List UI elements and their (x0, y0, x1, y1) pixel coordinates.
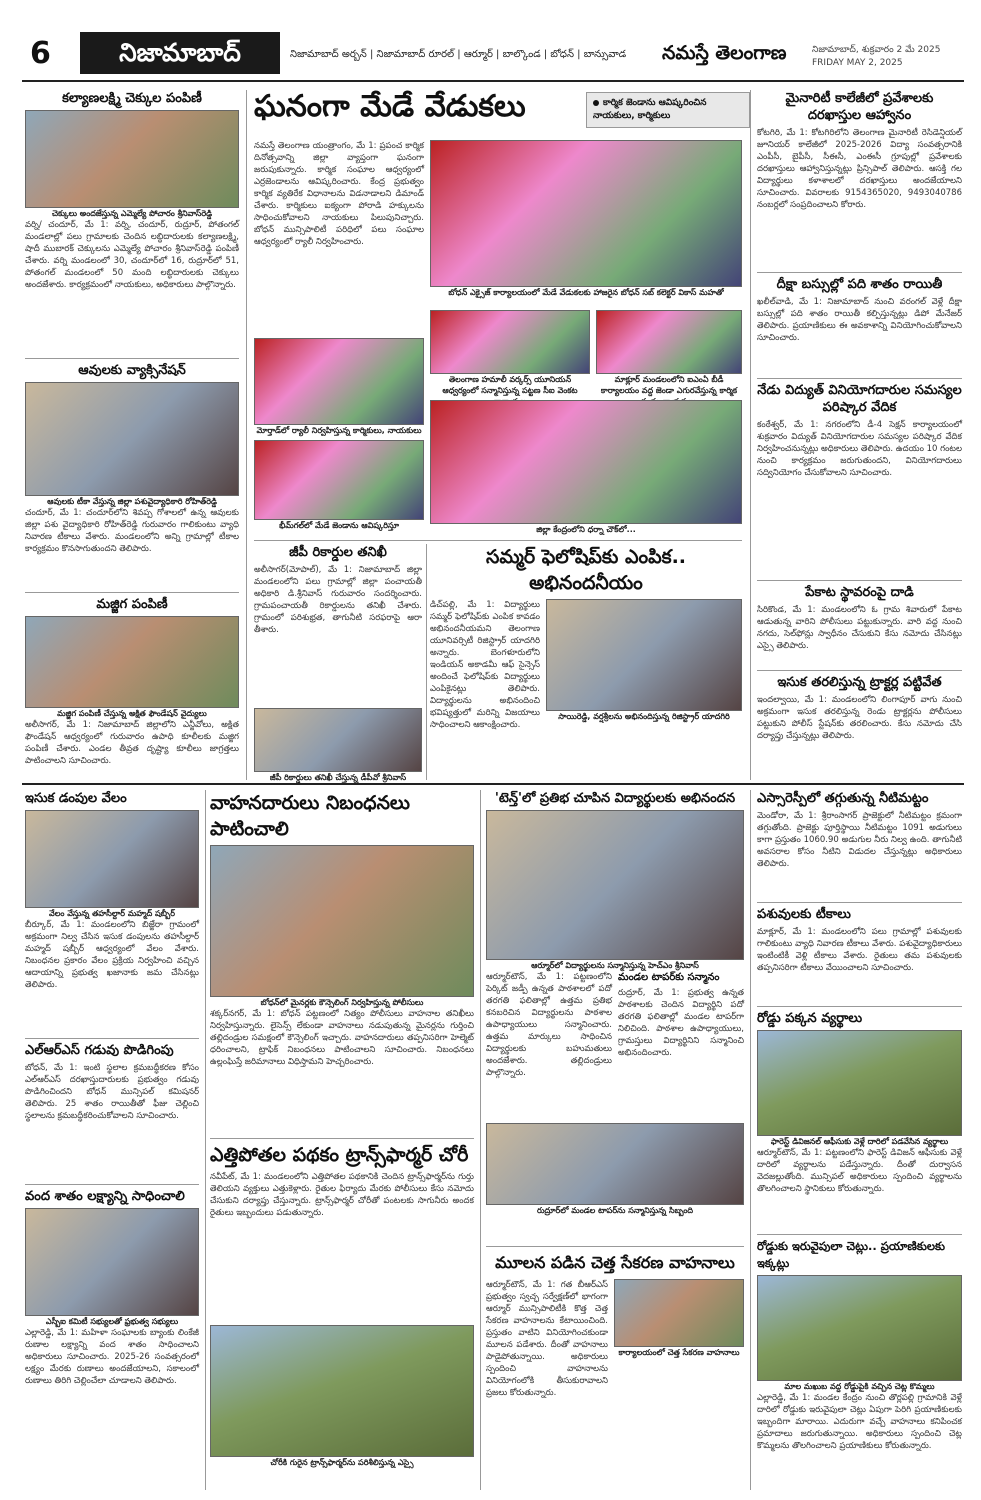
headline: కల్యాణలక్ష్మి చెక్కుల పంపిణీ (62, 91, 202, 106)
article-body: అలీసాగర్(మోపాల్), మే 1: నిజామాబాద్ జిల్లా మండలంలోని పలు గ్రామాల్లో జిల్లా పంచాయతీ అధికారి డి.శ్రీనివాస్ గురువారం సందర్శించారు. గ్రామపంచాయతీ రికార్డులను తనిఖీ చేశారు. గ్రామంలో పరిశుభ్రత, తాగునీటి సరఫరాపై ఆరా తీశారు. (254, 565, 422, 635)
headline: పశువులకు టీకాలు (757, 907, 851, 922)
article-rule (25, 358, 239, 359)
article-body: కంఠేశ్వర్, మే 1: నగరంలోని డీ-4 సెక్షన్ కార్యాలయంలో శుక్రవారం విద్యుత్ వినియోగదారుల సమస్యల పరిష్కార వేదిక నిర్వహించనున్నట్లు అధికారులు తెలిపారు. ఉదయం 10 గంటల నుంచి కార్యక్రమం జరుగుతుందని, వినియోగదారులు సద్వినియోగం చేసుకోవాలని సూచించారు. (757, 420, 962, 478)
headline: వంద శాతం లక్ష్యాన్ని సాధించాలి (25, 1189, 185, 1204)
photo (614, 1279, 744, 1347)
article-hundred-percent (25, 1188, 199, 1490)
headline: ఘనంగా మేడే వేడుకలు (254, 89, 526, 124)
article-body: డిచ్‌పల్లి, మే 1: విద్యార్థులు సమ్మర్ ఫెలోషిప్‌కు ఎంపిక కావడం అభినందనీయమని తెలంగాణ యూనివర్సిటీ రిజిస్ట్రార్ యాదగిరి అన్నారు. బెంగళూరులోని ఇండియన్ అకాడమీ ఆఫ్ సైన్సెస్ అందించే ఫెలోషిప్‌కు విద్యార్థులు ఎంపికైనట్లు తెలిపారు. విద్యార్థులను అభినందించి భవిష్యత్తులో మరిన్ని విజయాలు సాధించాలని ఆకాంక్షించారు. (430, 600, 540, 730)
page-number: 6 (30, 36, 51, 71)
headline: మజ్జిగ పంపిణీ (96, 597, 168, 612)
newspaper-brand: నమస్తే తెలంగాణ (662, 42, 787, 64)
article-auction (25, 790, 199, 1036)
article-body: సిరికొండ, మే 1: మండలంలోని ఓ గ్రామ శివారులో పేకాట ఆడుతున్న వారిని పోలీసులు పట్టుకున్నారు. వారి వద్ద నుంచి నగదు, సెల్‌ఫోన్లు స్వాధీనం చేసుకుని కేసు నమోదు చేసినట్లు ఎస్సై తెలిపారు. (757, 605, 962, 651)
photo-caption: మాక్లూర్ మండలంలోని ఐఎంఏ బీడీ కార్యాలయం వద్ద జెండా ఎగురవేస్తున్న కార్మిక (600, 375, 738, 395)
photo (210, 1325, 474, 1457)
photo-caption: మజ్జిగ పంపిణీ చేస్తున్న అక్షిత ఫౌండేషన్ వైద్యులు (57, 709, 207, 718)
photo (486, 810, 744, 960)
article-rule (757, 902, 962, 903)
article-srsp (757, 790, 962, 900)
article-rule (25, 1038, 199, 1039)
article-kalyana (25, 90, 239, 355)
article-vaccine (25, 362, 239, 590)
headline: ఎస్సారెస్పీలో తగ్గుతున్న నీటిమట్టం (757, 791, 929, 806)
sub-headline: మండల టాపర్‌కు సన్మానం (618, 972, 720, 983)
photo-caption: రుద్రూర్‌లో మండల టాపర్‌ను సన్మానిస్తున్న సిబ్బంది (536, 1206, 694, 1215)
section-rule (22, 783, 964, 785)
article-sand (757, 674, 962, 780)
headline: పేకాట స్థావరంపై దాడి (805, 585, 914, 600)
headline: రోడ్డు పక్కన వ్యర్థాలు (757, 1011, 863, 1026)
photo-caption: ఎస్బీఐ కమిటీ సభ్యులతో ఫ్రభుత్వ సభ్యులు (45, 1317, 179, 1326)
photo-caption: మోర్తాడ్‌లో ర్యాలీ నిర్వహిస్తున్న కార్మికులు, నాయకులు (256, 426, 422, 435)
photo (254, 338, 424, 425)
article-transformer (210, 1142, 474, 1490)
photo (25, 382, 239, 496)
photo (546, 599, 742, 711)
article-rule (25, 1184, 199, 1185)
article-rule (757, 378, 962, 379)
article-road (757, 1010, 962, 1232)
article-rule (254, 540, 742, 541)
article-body: ఖలీల్‌వాడి, మే 1: నిజామాబాద్ నుంచి వరంగల్ వెళ్లే దీక్షా బస్సుల్లో పది శాతం రాయితీ కల్పిస్తున్నట్లు డిపో మేనేజర్ తెలిపారు. ప్రయాణికులు ఈ అవకాశాన్ని వినియోగించుకోవాలని సూచించారు. (757, 297, 962, 343)
article-summer (430, 544, 742, 780)
photo-caption: బోధన్‌లో మైనర్లకు కౌన్సెలింగ్ నిర్వహిస్తున్న పోలీసులు (260, 998, 424, 1007)
article-rule (757, 670, 962, 671)
date-english: FRIDAY MAY 2, 2025 (812, 58, 903, 68)
photo (25, 110, 239, 208)
tag-text: కార్మిక జెండాను ఆవిష్కరించిన నాయకులు, కార్మికులు (593, 98, 707, 121)
headline: రోడ్డుకు ఇరువైపులా చెట్లు.. ప్రయాణికులకు ఇక్కట్లు (757, 1239, 945, 1270)
article-body: ఆర్మూర్‌టౌన్, మే 1: పట్టణంలోని ఫారెస్ట్ డివిజన్ ఆఫీసుకు వెళ్లే దారిలో వ్యర్థాలను పడేస్తున్నారు. దీంతో దుర్వాసన వెదజల్లుతోంది. మున్సిపల్ అధికారులు స్పందించి వ్యర్థాలను తొలగించాలని స్థానికులు కోరుతున్నారు. (757, 1148, 962, 1194)
photo-caption: ఆవులకు టీకా వేస్తున్న జిల్లా పశువైద్యాధికారి రోహిత్‌రెడ్డి (47, 497, 217, 506)
article-power (757, 382, 962, 578)
masthead (0, 0, 981, 74)
mayday-photo-1 (430, 310, 590, 398)
column-rule (750, 90, 751, 780)
photo-caption: జిల్లా కేంద్రంలోని ధర్నా చౌక్‌లో... (536, 525, 636, 534)
headline: ఇసుక డంపుల వేలం (25, 791, 127, 806)
headline: సమ్మర్ ఫెలోషిప్‌కు ఎంపిక.. అభినందనీయం (485, 546, 686, 594)
photo (254, 708, 422, 772)
article-body: మాక్లూర్, మే 1: మండలంలోని పలు గ్రామాల్లో పశువులకు గాలికుంటు వ్యాధి నివారణ టీకాలు వేశారు. పశువైద్యాధికారులు ఇంటింటికీ వెళ్లి టీకాలు వేశారు. రైతులు తమ పశువులకు తప్పనిసరిగా టీకాలు వేయించాలని సూచించారు. (757, 927, 962, 973)
column-rule (205, 790, 206, 1490)
mayday-headline-box (254, 88, 584, 136)
headline: ఎత్తిపోతల పథకం ట్రాన్స్‌ఫార్మర్ చోరీ (210, 1144, 469, 1166)
masthead-rule (22, 80, 964, 82)
article-body: చందూర్, మే 1: చందూర్‌లోని శివప్ప గోశాలలో ఉన్న ఆవులకు జిల్లా పశు వైద్యాధికారి రోహిత్‌రెడ్డి గురువారం గాలికుంటు వ్యాధి నివారణ టీకాలు వేశారు. మండలంలోని అన్ని గ్రామాల్లో టీకాల కార్యక్రమం కొనసాగుతుందని తెలిపారు. (25, 508, 239, 554)
article-peacock (757, 584, 962, 668)
photo-caption: మాల మఖుబ వద్ద రోడ్డుపైకి వచ్చిన చెట్ల కొమ్మలు (784, 1382, 935, 1391)
district-list: నిజామాబాద్ అర్బన్ | నిజామాబాద్ రూరల్ | ఆర్మూర్ | బాల్కొండ | బోధన్ | బాన్సువాడ (290, 49, 627, 60)
article-body: వర్ని/ చందూర్, మే 1: వర్ని, చందూర్, రుద్రూర్, పోతంగల్ మండలాల్లో పలు గ్రామాలకు చెందిన లబ్ధిదారులకు కల్యాణలక్ష్మి, షాదీ ముబారక్ చెక్కులను ఎమ్మెల్యే పోచారం శ్రీనివాస్‌రెడ్డి పంపిణీ చేశారు. వర్ని మండలంలో 30, చందూర్‌లో 16, రుద్రూర్‌లో 51, పోతంగల్ మండలంలో 50 మంది లబ్ధిదారులకు చెక్కులు అందజేశారు. కార్యక్రమంలో నాయకులు, అధికారులు పాల్గొన్నారు. (25, 220, 239, 290)
article-tenth (486, 790, 744, 1245)
article-body: అలీసాగర్, మే 1: నిజామాబాద్ జిల్లాలోని ఎన్జీవోలు, అక్షిత ఫౌండేషన్ ఆధ్వర్యంలో గురువారం ఉపాధి కూలీలకు మజ్జిగ పంపిణీ చేశారు. ఎండల తీవ్రత దృష్ట్యా కూలీలు జాగ్రత్తలు పాటించాలని సూచించారు. (25, 720, 239, 766)
article-body: నమస్తే తెలంగాణ యంత్రాంగం, మే 1: ప్రపంచ కార్మిక దినోత్సవాన్ని జిల్లా వ్యాప్తంగా ఘనంగా జరుపుకున్నారు. కార్మిక సంఘాల ఆధ్వర్యంలో ఎర్రజెండాలను ఆవిష్కరించారు. కేంద్ర ప్రభుత్వం కార్మిక వ్యతిరేక విధానాలను విడనాడాలని డిమాండ్ చేశారు. కార్మికులు ఐక్యంగా పోరాడి హక్కులను సాధించుకోవాలని నాయకులు పిలుపునిచ్చారు. బోధన్ మున్సిపాలిటీ పరిధిలో పలు సంఘాల ఆధ్వర్యంలో ర్యాలీ నిర్వహించారు. (254, 141, 424, 247)
article-rule (757, 1006, 962, 1007)
photo-caption: చోరీకి గురైన ట్రాన్స్‌ఫార్మర్‌ను పరిశీలిస్తున్న ఎస్సై (270, 1458, 414, 1467)
article-body: ఎల్లారెడ్డి, మే 1: మండల కేంద్రం నుంచి తొర్లపల్లి గ్రామానికి వెళ్లే దారిలో రోడ్డుకు ఇరువైపులా చెట్లు ఏపుగా పెరిగి ప్రయాణికులకు ఇబ్బందిగా మారాయి. ఎదురుగా వచ్చే వాహనాలు కనిపించక ప్రమాదాలు జరుగుతున్నాయి. అధికారులు స్పందించి చెట్ల కొమ్మలను తొలగించాలని ప్రయాణికులు కోరుతున్నారు. (757, 1393, 962, 1451)
headline: దీక్షా బస్సుల్లో పది శాతం రాయితీ (776, 277, 943, 292)
article-rule (486, 1246, 744, 1247)
sub-body: రుద్రూర్, మే 1: ప్రభుత్వ ఉన్నత పాఠశాలకు చెందిన విద్యార్థిని పదో తరగతి ఫలితాల్లో మండల టాపర్‌గా నిలిచింది. పాఠశాల ఉపాధ్యాయులు, గ్రామస్తులు విద్యార్థినిని సన్మానించి అభినందించారు. (618, 988, 744, 1058)
headline: 'టెన్త్'లో ప్రతిభ చూపిన విద్యార్థులకు అభినందన (494, 791, 736, 806)
photo-caption: జీపీ రికార్డులు తనిఖీ చేస్తున్న డీపీవో శ్రీనివాస్ (269, 773, 407, 782)
mayday-main-photo (430, 140, 742, 305)
headline: మూలన పడిన చెత్త సేకరణ వాహనాలు (495, 1253, 735, 1272)
headline: ఇసుక తరలిస్తున్న ట్రాక్టర్ల పట్టివేత (777, 675, 942, 690)
article-majjiga (25, 596, 239, 780)
article-vehicle (210, 790, 474, 1135)
article-gp-records (254, 544, 422, 780)
article-cattle (757, 906, 962, 1004)
photo (210, 845, 474, 997)
article-body: శక్కర్‌నగర్, మే 1: బోధన్ పట్టణంలో నిత్యం పోలీసులు వాహనాల తనిఖీలు నిర్వహిస్తున్నారు. లైసెన్స్ లేకుండా వాహనాలు నడుపుతున్న మైనర్లను గుర్తించి తల్లిదండ్రుల సమక్షంలో కౌన్సెలింగ్ ఇచ్చారు. వాహనదారులు తప్పనిసరిగా హెల్మెట్ ధరించాలని, ట్రాఫిక్ నిబంధనలు పాటించాలని సూచించారు. నిబంధనలు ఉల్లంఘిస్తే జరిమానాలు విధిస్తామని హెచ్చరించారు. (210, 1009, 474, 1067)
article-rule (25, 592, 239, 593)
headline: ఎల్ఆర్ఎస్ గడువు పొడిగింపు (25, 1043, 174, 1058)
photo (254, 440, 424, 520)
photo (596, 310, 742, 374)
mayday-photo-4 (254, 440, 424, 535)
column-rule (246, 90, 247, 780)
photo (757, 1275, 962, 1381)
photo-caption: సాయిరెడ్డి, వర్షశ్రీలను అభినందిస్తున్న రిజిస్ట్రార్ యాదగిరి (558, 712, 730, 721)
article-body: ఇందల్వాయి, మే 1: మండలంలోని లింగాపూర్ వాగు నుంచి అక్రమంగా ఇసుక తరలిస్తున్న రెండు ట్రాక్టర్లను పోలీసులు పట్టుకుని పోలీస్ స్టేషన్‌కు తరలించారు. కేసు నమోదు చేసి దర్యాప్తు చేస్తున్నట్లు తెలిపారు. (757, 695, 962, 741)
article-trees (757, 1238, 962, 1490)
headline: జీపీ రికార్డుల తనిఖీ (289, 545, 387, 560)
photo-caption: వేలం వేస్తున్న తహసీల్దార్ మహ్మద్ షబ్బీర్ (49, 909, 175, 918)
column-rule (426, 544, 427, 780)
photo (486, 1123, 744, 1205)
mayday-tag (586, 92, 750, 128)
photo (430, 310, 590, 374)
headline: వాహనదారులు నిబంధనలు పాటించాలి (210, 792, 410, 840)
photo-caption: బోధన్ ఎక్సైజ్ కార్యాలయంలో మేడే వేడుకలకు హాజరైన బోధన్ సబ్ కలెక్టర్ వికాస్ మహతో (448, 288, 724, 297)
photo (757, 1030, 962, 1136)
article-rule (757, 272, 962, 273)
headline: ఆవులకు వ్యాక్సినేషన్ (78, 363, 186, 378)
article-rule (210, 1138, 474, 1139)
photo-caption: కార్యాలయంలో చెత్త సేకరణ వాహనాలు (618, 1348, 740, 1357)
article-minority (757, 90, 962, 270)
article-lrs (25, 1042, 199, 1182)
mayday-photo-3 (254, 338, 424, 438)
photo-caption: చెక్కులు అందజేస్తున్న ఎమ్మెల్యే పోచారం శ్రీనివాస్‌రెడ్డి (51, 209, 213, 218)
bullet-icon (593, 100, 599, 106)
photo-caption: తెలంగాణ హమాలీ వర్కర్స్ యూనియన్ ఆధ్వర్యంలో సన్మానిస్తున్న పట్టణ సీఐ వెంకట (442, 375, 578, 395)
article-body: మెండోరా, మే 1: శ్రీరాంసాగర్ ప్రాజెక్టులో నీటిమట్టం క్రమంగా తగ్గుతోంది. ప్రాజెక్టు పూర్తిస్థాయి నీటిమట్టం 1091 అడుగులు కాగా ప్రస్తుతం 1060.90 అడుగుల నీరు నిల్వ ఉంది. తాగునీటి అవసరాల కోసం నీటిని విడుదల చేస్తున్నట్లు అధికారులు తెలిపారు. (757, 811, 962, 869)
dateline (812, 44, 940, 70)
photo (25, 1208, 199, 1316)
article-deeksha (757, 276, 962, 376)
photo (25, 810, 199, 908)
mayday-body (254, 140, 424, 335)
headline: నేడు విద్యుత్ వినియోగదారుల సమస్యల పరిష్కార వేదిక (757, 383, 962, 415)
article-rule (757, 580, 962, 581)
edition-title: నిజామాబాద్ (80, 32, 280, 74)
mayday-photo-2 (596, 310, 742, 398)
photo (430, 400, 742, 524)
article-body: బోధన్, మే 1: ఇంటి స్థలాల క్రమబద్ధీకరణ కోసం ఎల్ఆర్ఎస్ దరఖాస్తుదారులకు ప్రభుత్వం గడువు పొడిగించిందని బోధన్ మున్సిపల్ కమిషనర్ తెలిపారు. 25 శాతం రాయితీతో ఫీజు చెల్లించి స్థలాలను క్రమబద్ధీకరించుకోవాలని సూచించారు. (25, 1063, 199, 1121)
article-body: కోటగిరి, మే 1: కోటగిరిలోని తెలంగాణ మైనారిటీ రెసిడెన్షియల్ జూనియర్ కాలేజీలో 2025-2026 విద్యా సంవత్సరానికి ఎంపీసీ, బైపీసీ, సీఈసీ, ఎంఈసీ గ్రూపుల్లో ప్రవేశాలకు దరఖాస్తులు ఆహ్వానిస్తున్నట్లు ప్రిన్సిపాల్ తెలిపారు. ఆసక్తి గల విద్యార్థులు కళాశాలలో దరఖాస్తులు అందజేయాలని సూచించారు. వివరాలకు 9154365020, 9493040786 నంబర్లలో సంప్రదించాలని కోరారు. (757, 128, 962, 210)
headline: మైనారిటీ కాలేజీలో ప్రవేశాలకు దరఖాస్తుల ఆహ్వానం (785, 91, 934, 123)
article-body: ఆర్మూర్‌టౌన్, మే 1: గత బీఆర్ఎస్ ప్రభుత్వం స్వచ్ఛ సర్వేక్షణ్‌లో భాగంగా ఆర్మూర్ మున్సిపాలిటీకి కొత్త చెత్త సేకరణ వాహనాలను కేటాయించింది. ప్రస్తుతం వాటిని వినియోగించకుండా మూలన పడేశారు. దీంతో వాహనాలు పాడైపోతున్నాయి. అధికారులు స్పందించి వాహనాలను వినియోగంలోకి తీసుకురావాలని ప్రజలు కోరుతున్నారు. (486, 1280, 608, 1398)
column-rule (750, 790, 751, 1490)
article-garbage (486, 1250, 744, 1490)
photo-caption: ఆర్మూర్‌లో విద్యార్థులను సన్మానిస్తున్న హెచ్ఎం శ్రీనివాస్ (531, 961, 699, 970)
mayday-photo-5 (430, 400, 742, 536)
article-body: ఆర్మూర్‌టౌన్, మే 1: పట్టణంలోని పెర్కిట్ జడ్పీ ఉన్నత పాఠశాలలో పదో తరగతి ఫలితాల్లో ఉత్తమ ప్రతిభ కనబరిచిన విద్యార్థులను పాఠశాల ఉపాధ్యాయులు సన్మానించారు. ఉత్తమ మార్కులు సాధించిన విద్యార్థులకు బహుమతులు అందజేశారు. తల్లిదండ్రులు పాల్గొన్నారు. (486, 972, 612, 1078)
article-body: నవీపేట్, మే 1: మండలంలోని ఎత్తిపోతల పథకానికి చెందిన ట్రాన్స్‌ఫార్మర్‌ను గుర్తు తెలియని వ్యక్తులు ఎత్తుకెళ్లారు. రైతుల ఫిర్యాదు మేరకు పోలీసులు కేసు నమోదు చేసుకుని దర్యాప్తు చేస్తున్నారు. ట్రాన్స్‌ఫార్మర్ చోరీతో పంటలకు సాగునీరు అందక రైతులు ఇబ్బందులు పడుతున్నారు. (210, 1172, 474, 1218)
photo-caption: భీమ్‌గల్‌లో మేడే జెండాను ఆవిష్కరిస్తూ (279, 521, 399, 530)
photo-caption: ఫారెస్ట్ డివిజనల్ ఆఫీసుకు వెళ్లే దారిలో పడవేసిన వ్యర్థాలు (770, 1137, 949, 1146)
article-body: ఎల్లారెడ్డి, మే 1: మహిళా సంఘాలకు బ్యాంకు లింకేజీ రుణాల లక్ష్యాన్ని వంద శాతం సాధించాలని అధికారులు సూచించారు. 2025-26 సంవత్సరంలో లక్ష్యం మేరకు రుణాలు అందజేయాలని, సకాలంలో రుణాలు తిరిగి చెల్లించేలా చూడాలని తెలిపారు. (25, 1328, 199, 1386)
column-rule (480, 790, 481, 1490)
date-telugu: నిజామాబాద్, శుక్రవారం 2 మే 2025 (812, 45, 941, 55)
article-body: బీర్కూర్, మే 1: మండలంలోని బిజ్జేరా గ్రామంలో అక్రమంగా నిల్వ చేసిన ఇసుక డంపులను తహసీల్దార్ మహ్మద్ షబ్బీర్ ఆధ్వర్యంలో వేలం వేశారు. నిబంధనల ప్రకారం వేలం ప్రక్రియ నిర్వహించి వచ్చిన ఆదాయాన్ని ప్రభుత్వ ఖజానాకు జమ చేసినట్లు తెలిపారు. (25, 920, 199, 990)
photo (25, 616, 239, 708)
photo (430, 140, 742, 287)
article-rule (757, 1234, 962, 1235)
